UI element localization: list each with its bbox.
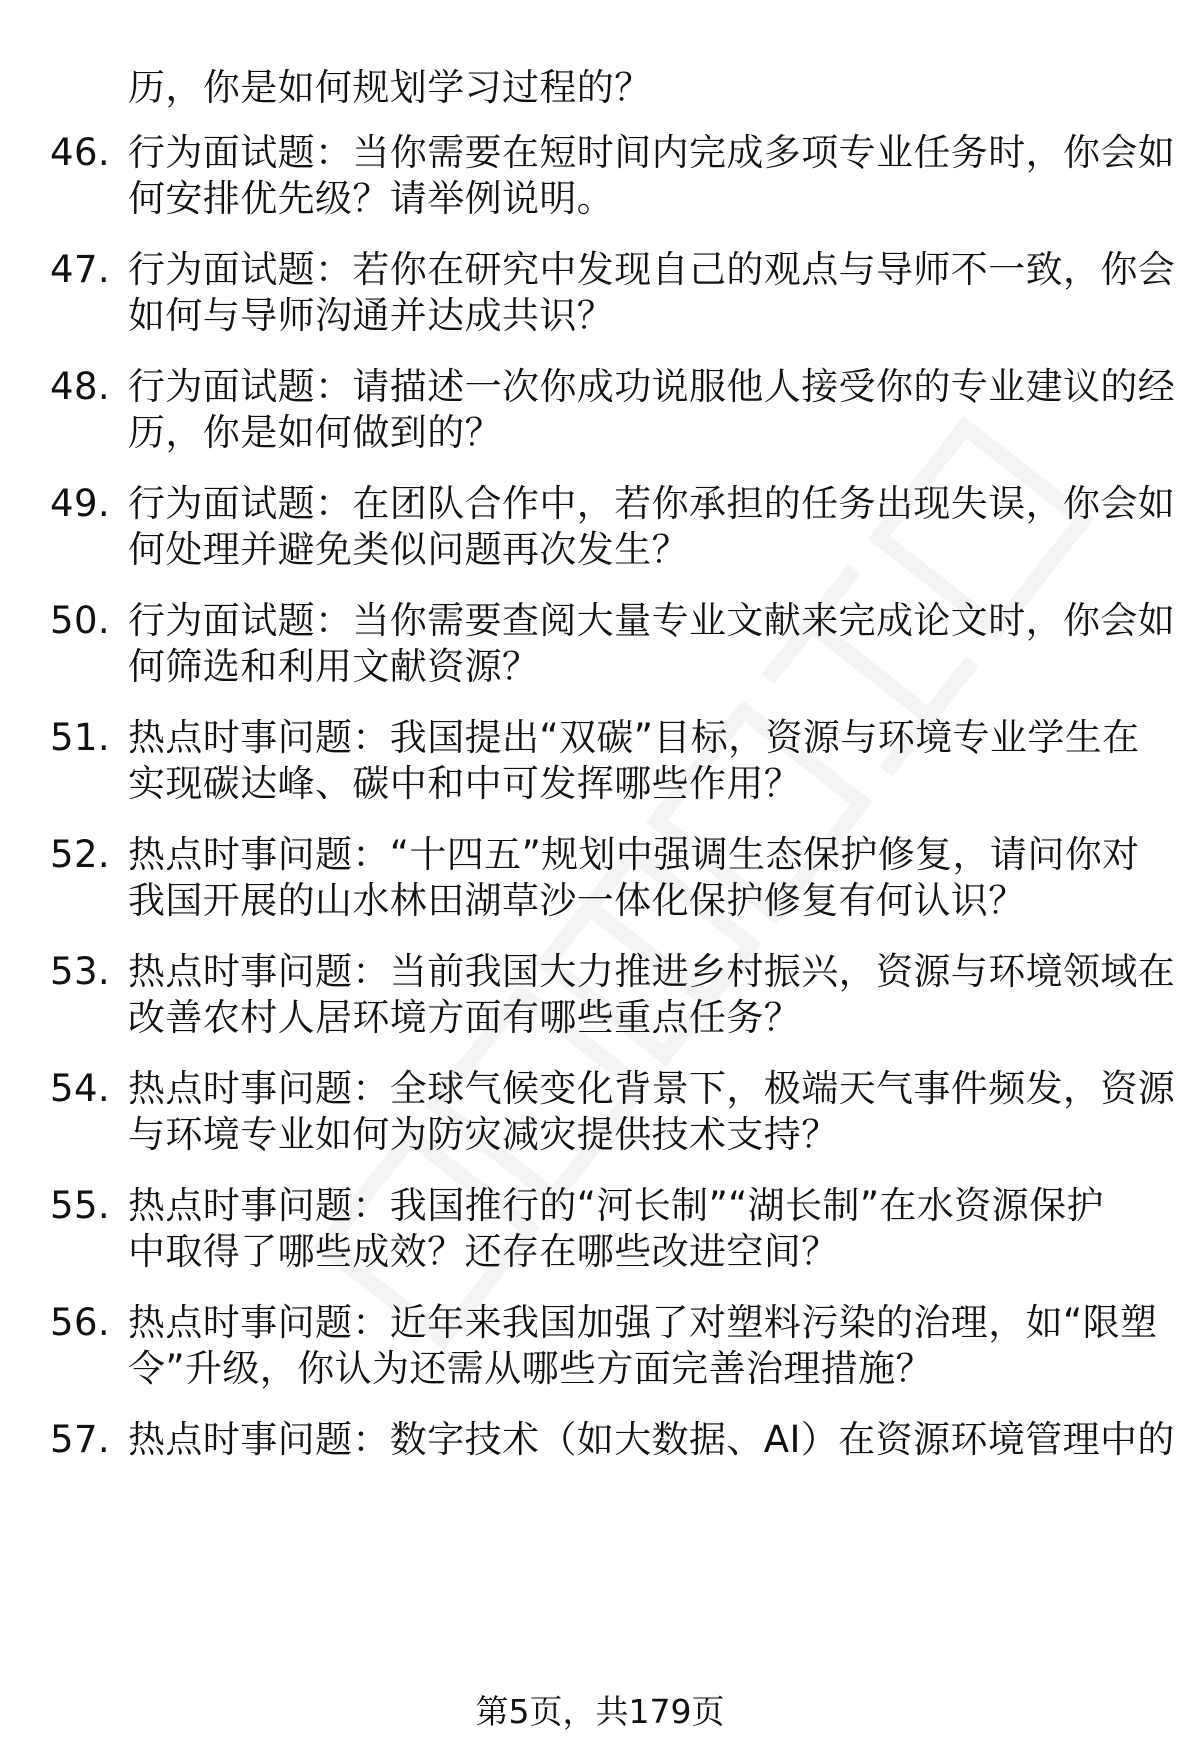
question-text-line: 行为面试题：当你需要在短时间内完成多项专业任务时，你会如 <box>128 131 1176 174</box>
question-text-line: 行为面试题：请描述一次你成功说服他人接受你的专业建议的经 <box>128 365 1176 408</box>
question-text-line: 行为面试题：在团队合作中，若你承担的任务出现失误，你会如 <box>128 482 1176 525</box>
question-text-line: 行为面试题：当你需要查阅大量专业文献来完成论文时，你会如 <box>128 599 1176 642</box>
question-text-line: 行为面试题：若你在研究中发现自己的观点与导师不一致，你会 <box>128 248 1176 291</box>
question-number: 54. <box>50 1067 111 1110</box>
question-text-line: 热点时事问题：我国提出“双碳”目标，资源与环境专业学生在 <box>128 716 1140 759</box>
question-number: 50. <box>50 599 111 642</box>
question-text-line: 我国开展的山水林田湖草沙一体化保护修复有何认识？ <box>128 879 1026 922</box>
question-text-line: 与环境专业如何为防灾减灾提供技术支持？ <box>128 1113 839 1156</box>
question-number: 52. <box>50 833 111 876</box>
question-text-line: 何安排优先级？请举例说明。 <box>128 177 615 220</box>
question-text-line: 何处理并避免类似问题再次发生？ <box>128 528 689 571</box>
question-text-line: 热点时事问题：当前我国大力推进乡村振兴，资源与环境领域在 <box>128 950 1176 993</box>
page-number-footer: 第5页，共179页 <box>475 1692 725 1731</box>
question-text-line: 改善农村人居环境方面有哪些重点任务？ <box>128 996 802 1039</box>
question-45-continuation: 历，你是如何规划学习过程的？ <box>128 66 652 109</box>
question-text-line: 中取得了哪些成效？还存在哪些改进空间？ <box>128 1230 839 1273</box>
question-number: 55. <box>50 1184 111 1227</box>
question-text-line: 如何与导师沟通并达成共识？ <box>128 294 615 337</box>
question-text-line: 热点时事问题：数字技术（如大数据、AI）在资源环境管理中的 <box>128 1418 1175 1461</box>
question-number: 47. <box>50 248 111 291</box>
question-text-line: 历，你是如何做到的？ <box>128 411 502 454</box>
question-text-line: 热点时事问题：“十四五”规划中强调生态保护修复，请问你对 <box>128 833 1140 876</box>
question-number: 49. <box>50 482 111 525</box>
question-text-line: 热点时事问题：近年来我国加强了对塑料污染的治理，如“限塑 <box>128 1301 1158 1344</box>
question-text-line: 热点时事问题：我国推行的“河长制”“湖长制”在水资源保护 <box>128 1184 1104 1227</box>
question-number: 53. <box>50 950 111 993</box>
question-number: 48. <box>50 365 111 408</box>
question-number: 46. <box>50 131 111 174</box>
question-number: 56. <box>50 1301 111 1344</box>
question-number: 57. <box>50 1418 111 1461</box>
question-number: 51. <box>50 716 111 759</box>
question-text-line: 热点时事问题：全球气候变化背景下，极端天气事件频发，资源 <box>128 1067 1176 1110</box>
question-text-line: 何筛选和利用文献资源？ <box>128 645 540 688</box>
question-text-line: 令”升级，你认为还需从哪些方面完善治理措施？ <box>128 1347 933 1390</box>
question-text-line: 实现碳达峰、碳中和中可发挥哪些作用？ <box>128 762 802 805</box>
